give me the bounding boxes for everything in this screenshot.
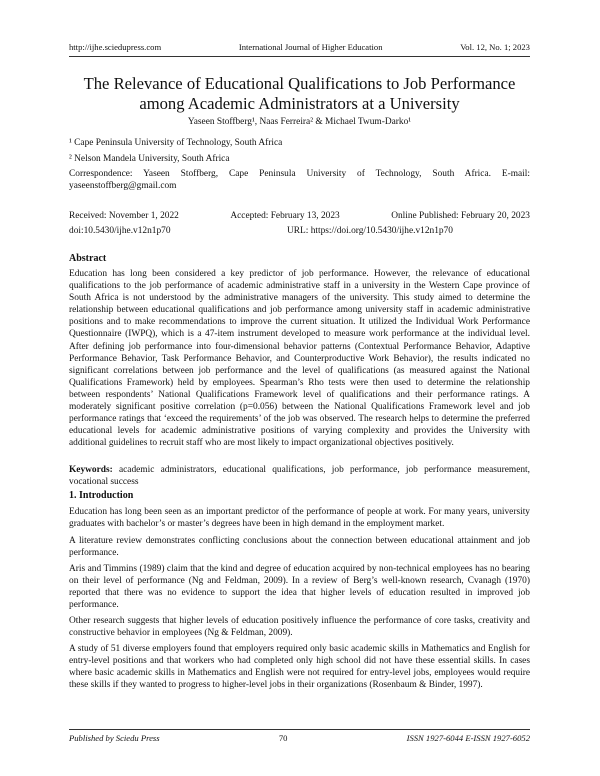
affiliation-1: ¹ Cape Peninsula University of Technology, South Africa xyxy=(69,138,283,148)
header-rule xyxy=(69,56,530,57)
paragraph: A study of 51 diverse employers found that employers required only basic academic skills in Mathematics and English for entry-level positions and that workers who had completed only high school did not have these essential skills. In cases where basic academic skills in Mathematics and English were not required for entry-level jobs, employees would require these skills if they wanted to progress to higher-level jobs in their organizations (Rosenbaum & Binder, 1997). xyxy=(69,644,530,691)
correspondence: Correspondence: Yaseen Stoffberg, Cape Peninsula University of Technology, South Africa. E-mail: yaseenstoffberg@gmail.com xyxy=(69,169,530,192)
doi-url[interactable]: URL: https://doi.org/10.5430/ijhe.v12n1p70 xyxy=(287,226,453,236)
running-footer xyxy=(69,733,530,744)
issn: ISSN 1927-6044 E-ISSN 1927-6052 xyxy=(406,733,530,743)
section-heading-introduction: 1. Introduction xyxy=(69,490,134,501)
paragraph: Education has long been seen as an important predictor of the performance of people at work. For many years, university graduates with bachelor’s or master’s degrees have been in high demand in the employment market. xyxy=(69,507,530,530)
keywords-text: academic administrators, educational qualifications, job performance, job performance measurement, vocational success xyxy=(69,465,530,488)
publisher: Published by Sciedu Press xyxy=(69,733,160,743)
abstract-text: Education has long been considered a key predictor of job performance. However, the relevance of educational qualifications to the job performance of academic administrative staff in a university in the Western Cape province of South Africa is not understood by the administrative managers of the university. This study aimed to determine the relationship between educational qualifications and job performance among university staff in academic administrative positions and to make recommendations to improve the current situation. It utilized the Individual Work Performance Questionnaire (IWPQ), which is a 47-item instrument developed to measure work performance at the individual level. After defining job performance into four-dimensional behavior patterns (Contextual Performance Behavior, Adaptive Performance Behavior, Task Performance Behavior, and Counterproductive Work Behavior), the results indicated no significant correlations between job performance and the level of qualifications (as measured against the National Qualifications Framework) held by employees. Spearman’s Rho tests were then used to determine the relationship between respondents’ National Qualifications Framework level of qualifications and their performance ratings. A moderately significant positive correlation (p=0.056) between the National Qualifications Framework level and job performance ratings that ‘exceed the requirements’ of the job was observed. The research helps to determine the preferred educational levels for academic administrative positions of varying complexity and provides the University with additional guidelines to recruit staff who are most likely to impact organizational objectives positively. xyxy=(69,269,530,449)
paragraph: Other research suggests that higher levels of education positively influence the performance of core tasks, creativity and constructive behavior in employees (Ng & Feldman, 2009). xyxy=(69,616,530,639)
doi[interactable]: doi:10.5430/ijhe.v12n1p70 xyxy=(69,226,171,236)
running-header xyxy=(69,42,530,53)
keywords xyxy=(69,464,530,488)
abstract-heading: Abstract xyxy=(69,253,107,264)
journal-url[interactable]: http://ijhe.sciedupress.com xyxy=(69,42,162,52)
page-number: 70 xyxy=(278,733,288,743)
received-date: Received: November 1, 2022 xyxy=(69,211,179,221)
author-list: Yaseen Stoffberg¹, Naas Ferreira² & Michael Twum-Darko¹ xyxy=(187,117,412,127)
paper-title: The Relevance of Educational Qualifications to Job Performance among Academic Administrators at a University xyxy=(83,74,516,113)
accepted-date: Accepted: February 13, 2023 xyxy=(230,211,340,221)
publication-dates xyxy=(69,210,530,222)
paragraph: Aris and Timmins (1989) claim that the kind and degree of education acquired by non-technical employees has no bearing on their level of performance (Ng and Feldman, 2009). In a review of Berg’s well-known research, Cvanagh (1970) reported that there was no evidence to support the idea that higher levels of education resulted in improved job performance. xyxy=(69,564,530,611)
volume-issue: Vol. 12, No. 1; 2023 xyxy=(460,42,530,52)
affiliation-2: ² Nelson Mandela University, South Africa xyxy=(69,154,230,164)
published-date: Online Published: February 20, 2023 xyxy=(391,211,530,221)
keywords-label: Keywords: xyxy=(69,465,113,475)
footer-rule xyxy=(69,729,530,730)
journal-name: International Journal of Higher Education xyxy=(238,42,383,52)
paragraph: A literature review demonstrates conflicting conclusions about the connection between educational attainment and job performance. xyxy=(69,536,530,559)
